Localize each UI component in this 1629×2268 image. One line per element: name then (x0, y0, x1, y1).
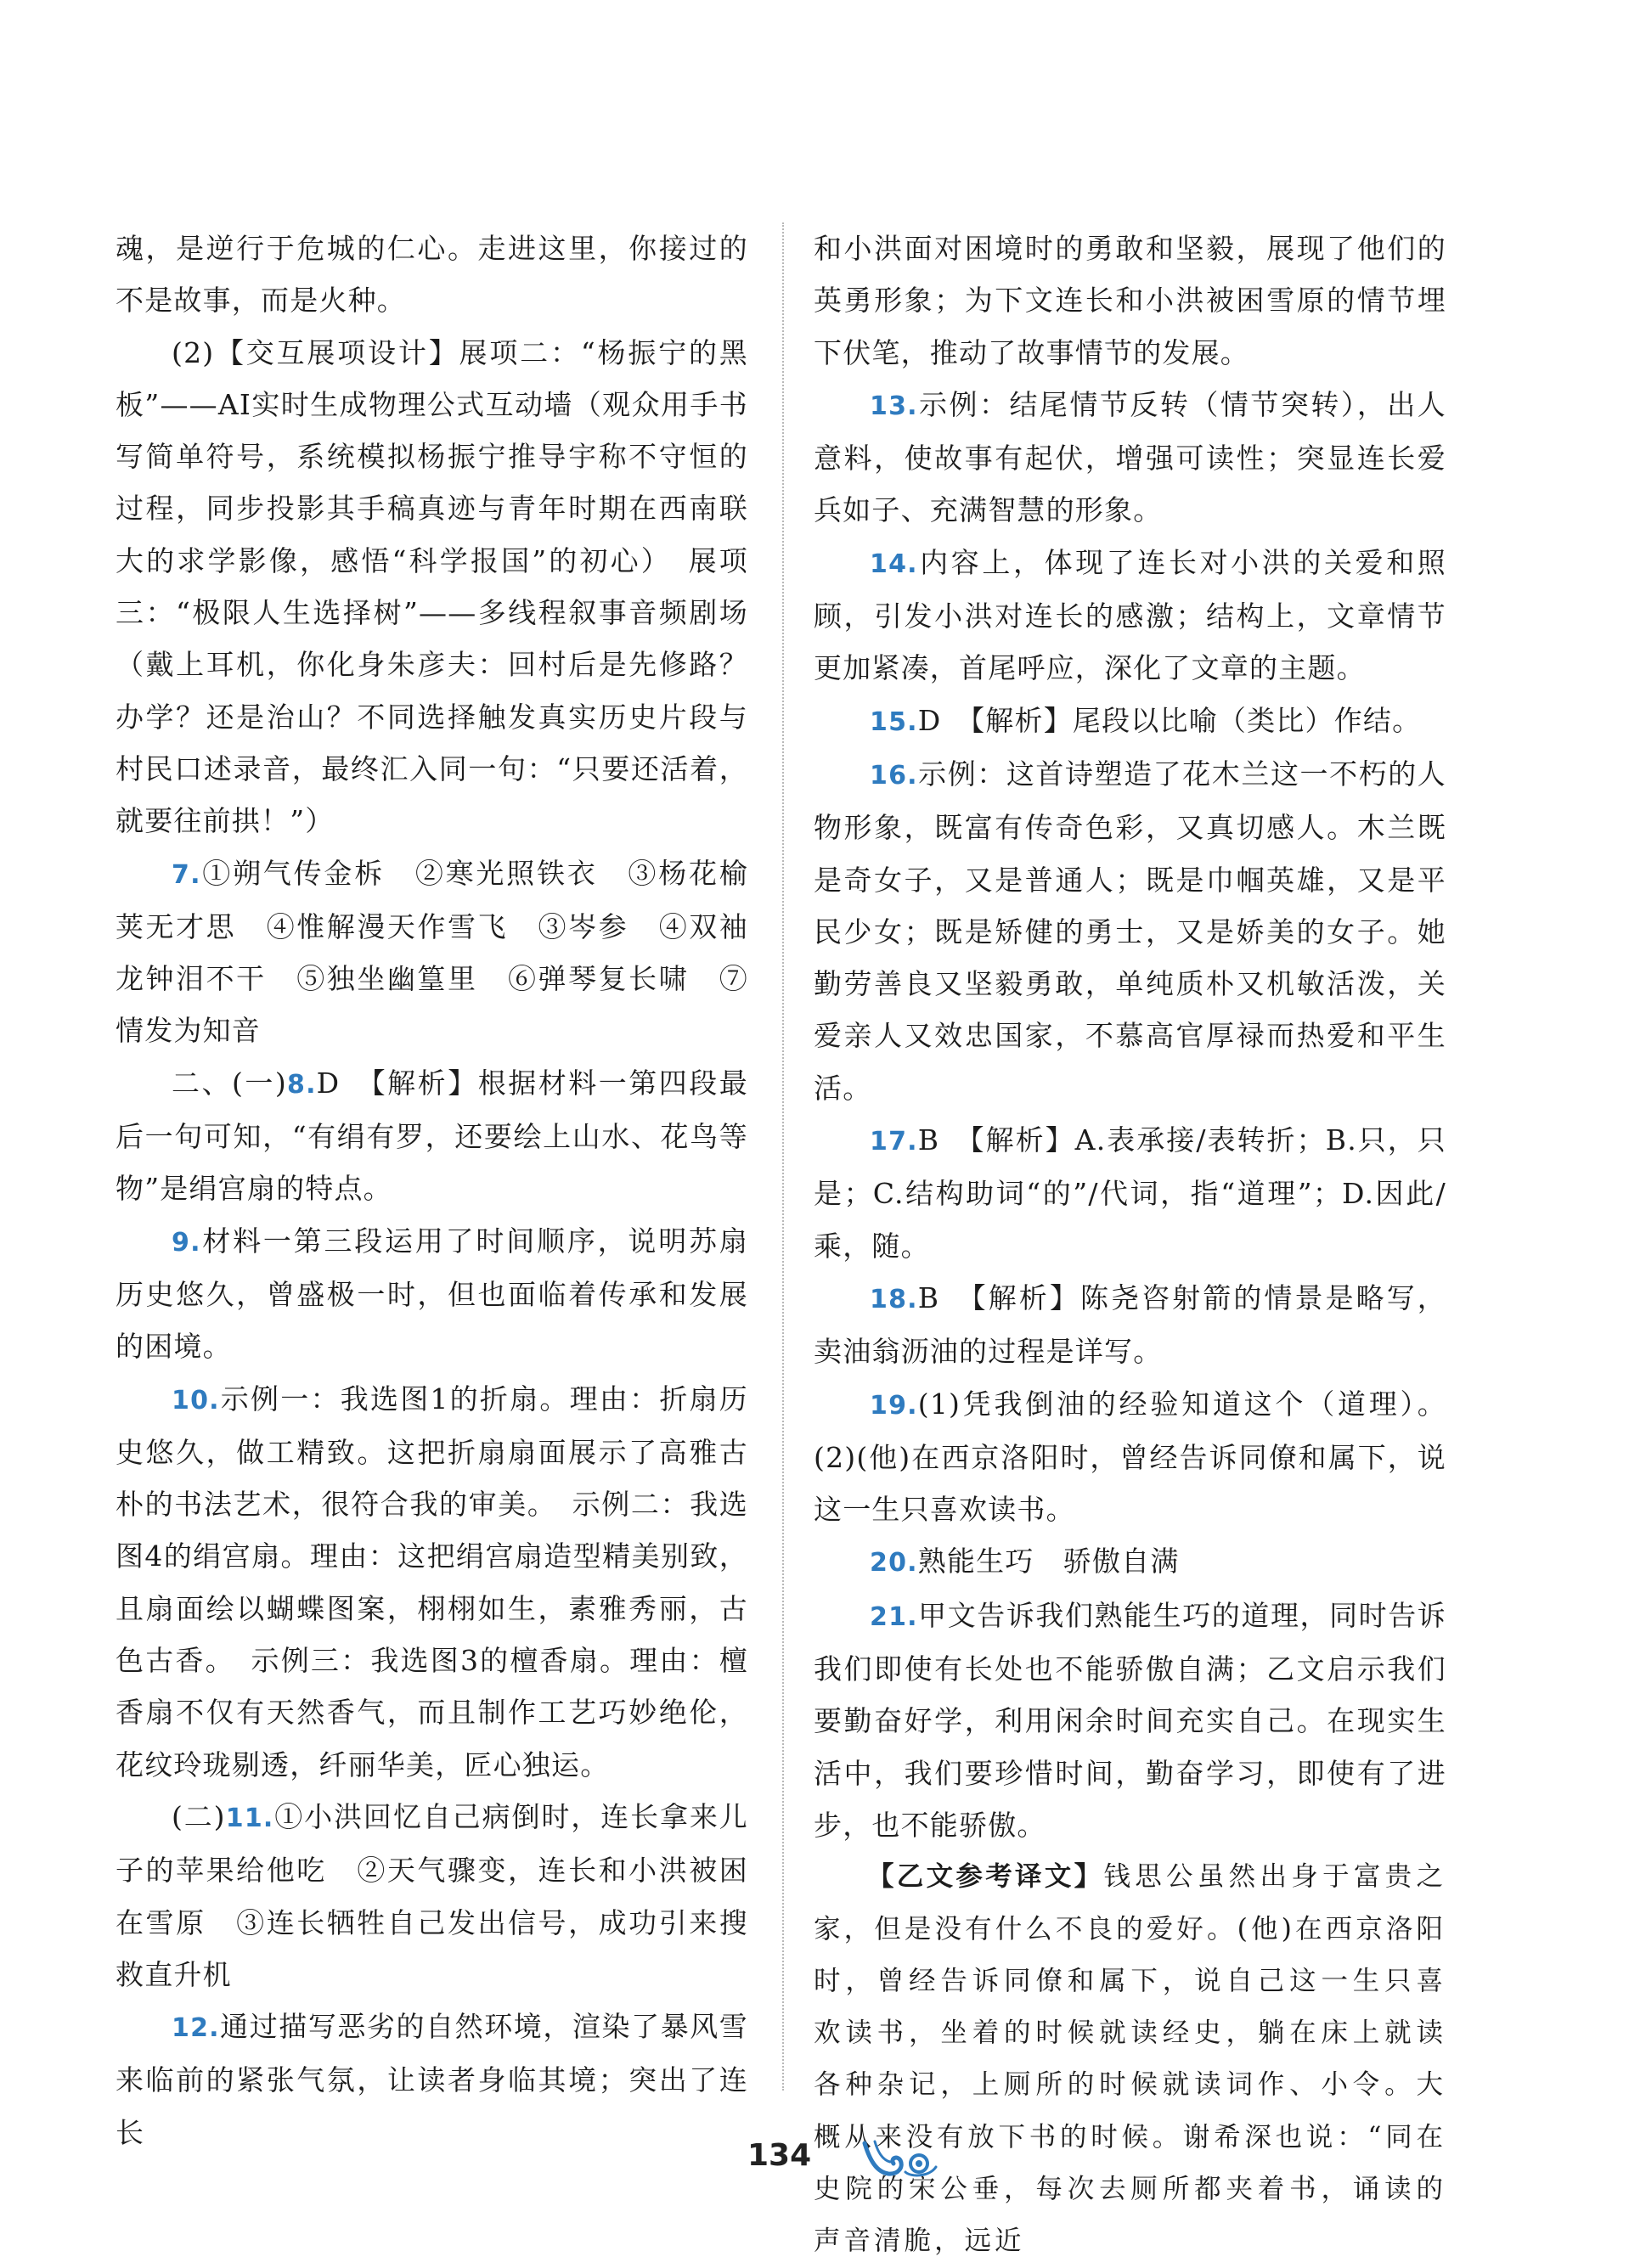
left-column (116, 222, 748, 2158)
answer-16: 16.示例：这首诗塑造了花木兰这一不朽的人物形象，既富有传奇色彩，又真切感人。木兰既是奇女子，又是普通人；既是巾帼英雄，又是平民少女；既是矫健的勇士，又是娇美的女子。她勤劳善良又坚毅勇敢，单纯质朴又机敏活泼，关爱亲人又效忠国家，不慕高官厚禄而热爱和平生活。 (814, 757, 1446, 1105)
question-number: 17. (870, 1127, 918, 1157)
answer-21: 21.甲文告诉我们熟能生巧的道理，同时告诉我们即使有长处也不能骄傲自满；乙文启示我们要勤奋好学，利用闲余时间充实自己。在现实生活中，我们要珍惜时间，勤奋学习，即使有了进步，也不能骄傲。 (814, 1598, 1446, 1842)
translation-paragraph: 【乙文参考译文】钱思公虽然出身于富贵之家，但是没有什么不良的爱好。(他)在西京洛阳时，曾经告诉同僚和属下，说自己这一生只喜欢读书，坐着的时候就读经史，躺在床上就读各种杂记，上厕所的时候就读词作、小令。大概从来没有放下书的时候。谢希深也说：“同在史院的宋公垂，每次去厕所都夹着书，诵读的声音清脆，远近 (814, 1861, 1446, 2257)
page-footer (0, 2135, 1629, 2186)
answer-12: 12.通过描写恶劣的自然环境，渲染了暴风雪来临前的紧张气氛，让读者身临其境；突出了连长 (116, 2010, 748, 2149)
answer-18: 18.B 【解析】陈尧咨射箭的情景是略写，卖油翁沥油的过程是详写。 (814, 1280, 1446, 1369)
question-number: 20. (870, 1548, 918, 1579)
answer-9: 9.材料一第三段运用了时间顺序，说明苏扇历史悠久，曾盛极一时，但也面临着传承和发展的困境。 (116, 1224, 748, 1364)
question-number: 13. (870, 391, 918, 421)
question-number: 15. (870, 706, 918, 737)
answer-17: 17.B 【解析】A.表承接/表转折；B.只，只是；C.结构助词“的”/代词，指“道理”；D.因此/乘，随。 (814, 1123, 1446, 1263)
answer-10: 10.示例一：我选图1的折扇。理由：折扇历史悠久，做工精致。这把折扇扇面展示了高雅古朴的书法艺术，很符合我的审美。 示例二：我选图4的绢宫扇。理由：这把绢宫扇造型精美别致，且扇面绘以蝴蝶图案，栩栩如生，素雅秀丽，古色古香。 示例三：我选图3的檀香扇。理由：檀香扇不仅有天然香气，而且制作工艺巧妙绝伦，花纹玲珑剔透，纤丽华美，匠心独运。 (116, 1382, 748, 1781)
answer-19: 19.(1)凭我倒油的经验知道这个（道理）。(2)(他)在西京洛阳时，曾经告诉同僚和属下，说这一生只喜欢读书。 (814, 1387, 1446, 1527)
column-divider (782, 222, 784, 2091)
question-number: 19. (870, 1390, 918, 1421)
translation-heading: 【乙文参考译文】 (867, 1861, 1104, 1893)
question-number: 18. (870, 1284, 918, 1314)
answer-13: 13.示例：结尾情节反转（情节突转），出人意料，使故事有起伏，增强可读性；突显连长爱兵如子、充满智慧的形象。 (814, 387, 1446, 527)
answer-7: 7.①朔气传金柝 ②寒光照铁衣 ③杨花榆荚无才思 ④惟解漫天作雪飞 ③岑参 ④双袖龙钟泪不干 ⑤独坐幽篁里 ⑥弹琴复长啸 ⑦情发为知音 (116, 856, 748, 1048)
answer-20: 20.熟能生巧 骄傲自满 (870, 1545, 1180, 1579)
paragraph: (2)【交互展项设计】展项二：“杨振宁的黑板”——AI实时生成物理公式互动墙（观众用手书写简单符号，系统模拟杨振宁推导宇称不守恒的过程，同步投影其手稿真迹与青年时期在西南联大的求学影像，感悟“科学报国”的初心） 展项三：“极限人生选择树”——多线程叙事音频剧场（戴上耳机，你化身朱彦夫：回村后是先修路？办学？还是治山？不同选择触发真实历史片段与村民口述录音，最终汇入同一句：“只要还活着，就要往前拱！”） (116, 335, 748, 838)
answer-8: 二、(一)8.D 【解析】根据材料一第四段最后一句可知，“有绢有罗，还要绘上山水、花鸟等物”是绢宫扇的特点。 (116, 1066, 748, 1206)
answer-14: 14.内容上，体现了连长对小洪的关爱和照顾，引发小洪对连长的感激；结构上，文章情节更加紧凑，首尾呼应，深化了文章的主题。 (814, 545, 1446, 685)
paragraph: 魂，是逆行于危城的仁心。走进这里，你接过的不是故事，而是火种。 (116, 232, 748, 318)
question-number: 21. (870, 1601, 918, 1632)
question-number: 10. (172, 1385, 220, 1415)
question-number: 11. (225, 1803, 274, 1833)
answer-11: (二)11.①小洪回忆自己病倒时，连长拿来儿子的苹果给他吃 ②天气骤变，连长和小洪被困在雪原 ③连长牺牲自己发出信号，成功引来搜救直升机 (116, 1799, 748, 1991)
question-number: 16. (870, 760, 918, 791)
answer-12-continued: 和小洪面对困境时的勇敢和坚毅，展现了他们的英勇形象；为下文连长和小洪被困雪原的情节埋下伏笔，推动了故事情节的发展。 (814, 232, 1446, 369)
answer-15: 15.D 【解析】尾段以比喻（类比）作结。 (870, 703, 1422, 737)
question-number: 14. (870, 549, 918, 579)
page-number: 134 (747, 2138, 812, 2173)
question-number: 8. (287, 1069, 317, 1100)
right-column (814, 222, 1446, 2268)
question-number: 7. (172, 859, 201, 890)
swirl-ornament-icon (858, 2135, 943, 2182)
question-number: 12. (172, 2013, 220, 2044)
question-number: 9. (172, 1227, 201, 1258)
